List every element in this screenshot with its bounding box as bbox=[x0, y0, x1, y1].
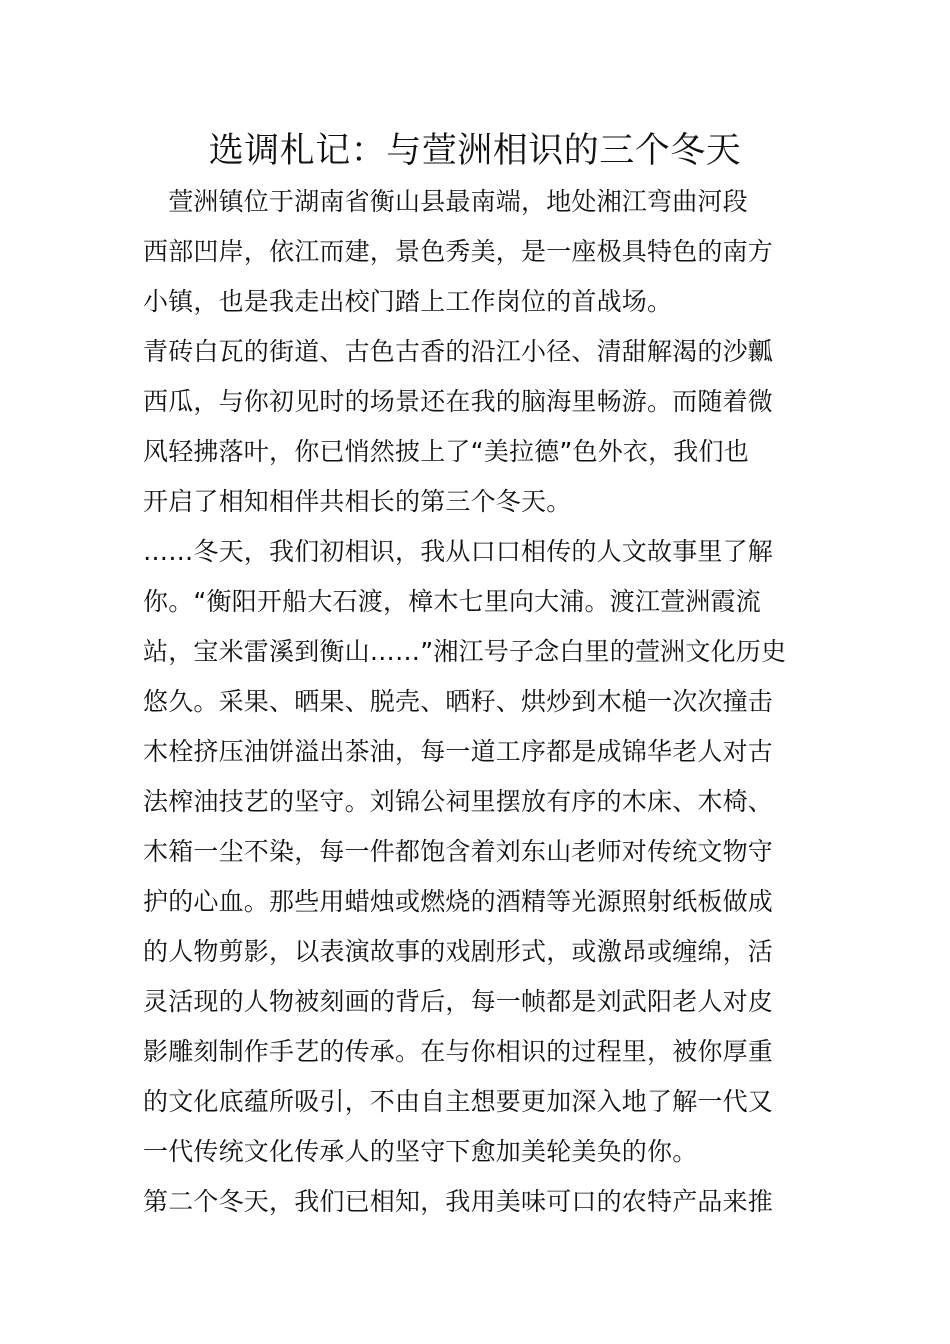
text-line-5: 西瓜，与你初见时的场景还在我的脑海里畅游。而随着微 bbox=[143, 387, 774, 416]
text-line-17: 灵活现的人物被刻画的背后，每一帧都是刘武阳老人对皮 bbox=[143, 987, 774, 1016]
text-line-7: 开启了相知相伴共相长的第三个冬天。 bbox=[143, 487, 572, 516]
text-line-1: 萱洲镇位于湖南省衡山县最南端，地处湘江弯曲河段 bbox=[143, 187, 748, 216]
text-line-19: 的文化底蕴所吸引，不由自主想要更加深入地了解一代又 bbox=[143, 1087, 774, 1116]
text-line-18: 影雕刻制作手艺的传承。在与你相识的过程里，被你厚重 bbox=[143, 1037, 774, 1066]
text-line-21: 第二个冬天，我们已相知，我用美味可口的农特产品来推 bbox=[143, 1187, 774, 1216]
text-line-11: 悠久。采果、晒果、脱壳、晒籽、烘炒到木槌一次次撞击 bbox=[143, 687, 774, 716]
text-line-8: ……冬天，我们初相识，我从口口相传的人文故事里了解 bbox=[143, 537, 774, 566]
text-line-10: 站，宝米雷溪到衡山……”湘江号子念白里的萱洲文化历史 bbox=[143, 637, 787, 666]
text-line-14: 木箱一尘不染，每一件都饱含着刘东山老师对传统文物守 bbox=[143, 837, 774, 866]
text-line-6: 风轻拂落叶，你已悄然披上了“美拉德”色外衣，我们也 bbox=[143, 437, 749, 466]
document-title: 选调札记：与萱洲相识的三个冬天 bbox=[208, 131, 742, 171]
text-line-2: 西部凹岸，依江而建，景色秀美，是一座极具特色的南方 bbox=[143, 237, 774, 266]
text-line-13: 法榨油技艺的坚守。刘锦公祠里摆放有序的木床、木椅、 bbox=[143, 787, 774, 816]
text-line-4: 青砖白瓦的街道、古色古香的沿江小径、清甜解渴的沙瓤 bbox=[143, 337, 774, 366]
text-line-16: 的人物剪影，以表演故事的戏剧形式，或激昂或缠绵，活 bbox=[143, 937, 774, 966]
text-line-15: 护的心血。那些用蜡烛或燃烧的酒精等光源照射纸板做成 bbox=[143, 887, 774, 916]
text-line-20: 一代传统文化传承人的坚守下愈加美轮美奂的你。 bbox=[143, 1137, 698, 1166]
text-line-9: 你。“衡阳开船大石渡，樟木七里向大浦。渡江萱洲霞流 bbox=[143, 587, 761, 616]
text-line-12: 木栓挤压油饼溢出茶油，每一道工序都是成锦华老人对古 bbox=[143, 737, 774, 766]
text-line-3: 小镇，也是我走出校门踏上工作岗位的首战场。 bbox=[143, 287, 673, 316]
